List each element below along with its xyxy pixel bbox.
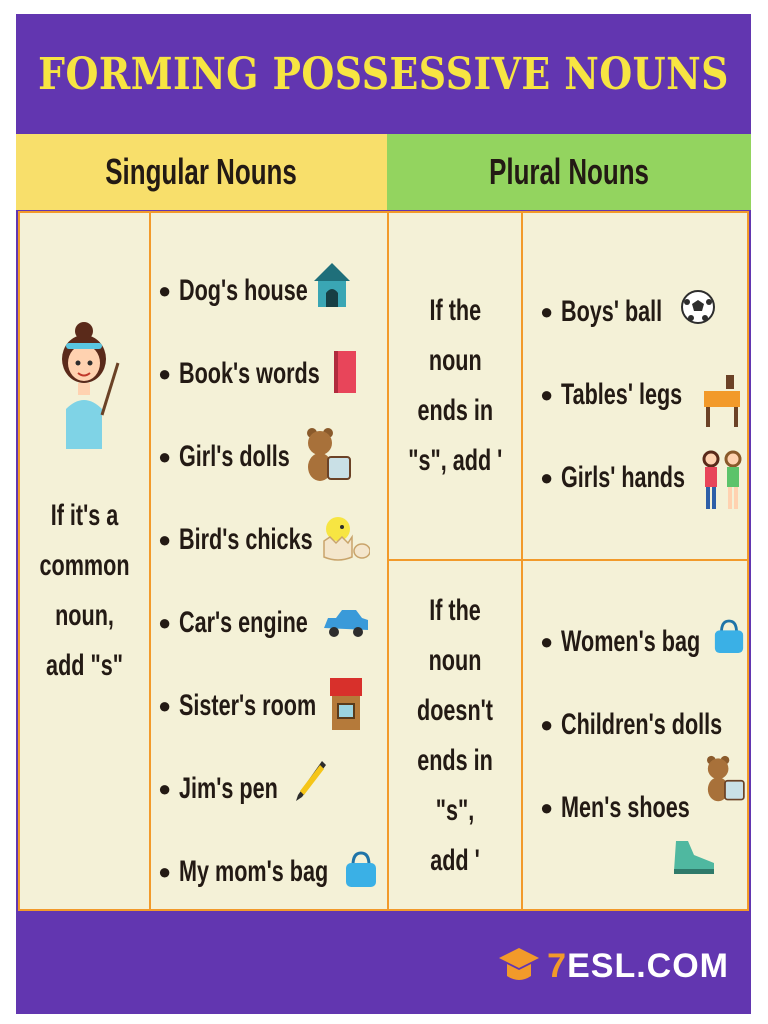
header-plural: Plural Nouns xyxy=(387,134,751,210)
graduation-cap-icon xyxy=(497,944,541,988)
poster xyxy=(16,14,751,1014)
soccer-ball-icon xyxy=(680,289,716,325)
bullet: ● xyxy=(158,361,172,386)
page-title: FORMING POSSESSIVE NOUNS xyxy=(38,48,729,100)
plural-no-s-rule: If the noun doesn't ends in "s", add ' xyxy=(417,594,493,877)
list-item: ● Dog's house xyxy=(158,274,309,307)
plural-s-rule: If the noun ends in "s", add ' xyxy=(407,294,503,477)
footer xyxy=(16,912,751,1014)
book-icon xyxy=(332,349,358,395)
bullet: ● xyxy=(540,795,554,820)
bullet: ● xyxy=(540,299,554,324)
list-item: ● My mom's bag xyxy=(158,855,329,888)
teacher-icon xyxy=(56,319,126,449)
table-icon xyxy=(702,373,742,429)
bag-icon xyxy=(713,619,745,655)
list-item: ● Men's shoes xyxy=(540,791,691,824)
list-item: ● Bird's chicks xyxy=(158,523,313,556)
list-item: ● Girl's dolls xyxy=(158,440,291,473)
list-item: ● Jim's pen xyxy=(158,772,279,805)
bullet: ● xyxy=(158,610,172,635)
shoe-icon xyxy=(670,837,718,877)
bullet: ● xyxy=(158,859,172,884)
bullet: ● xyxy=(158,776,172,801)
singular-rule: If it's a common noun, add "s" xyxy=(39,499,130,682)
list-item: ● Sister's room xyxy=(158,689,317,722)
bullet: ● xyxy=(540,382,554,407)
pen-icon xyxy=(292,759,328,805)
house-icon xyxy=(328,676,364,732)
dog-house-icon xyxy=(312,261,352,309)
list-item: ● Car's engine xyxy=(158,606,309,639)
bullet: ● xyxy=(540,629,554,654)
bullet: ● xyxy=(540,712,554,737)
car-icon xyxy=(320,606,372,638)
bullet: ● xyxy=(158,527,172,552)
list-item: ● Women's bag xyxy=(540,625,701,658)
list-item: ● Book's words xyxy=(158,357,321,390)
bullet: ● xyxy=(158,444,172,469)
list-item: ● Tables' legs xyxy=(540,378,683,411)
teddy-bear-icon xyxy=(704,755,746,803)
bag-icon xyxy=(344,851,378,889)
chick-icon xyxy=(320,511,370,561)
bullet: ● xyxy=(540,465,554,490)
rules-grid xyxy=(18,211,749,911)
brand-logo: 7 ESL.COM xyxy=(497,944,729,988)
kids-icon xyxy=(700,449,744,513)
header-singular: Singular Nouns xyxy=(16,134,387,210)
list-item: ● Children's dolls xyxy=(540,708,723,741)
bullet: ● xyxy=(158,693,172,718)
teddy-bear-icon xyxy=(304,427,352,483)
list-item: ● Girls' hands xyxy=(540,461,686,494)
list-item: ● Boys' ball xyxy=(540,295,663,328)
bullet: ● xyxy=(158,278,172,303)
